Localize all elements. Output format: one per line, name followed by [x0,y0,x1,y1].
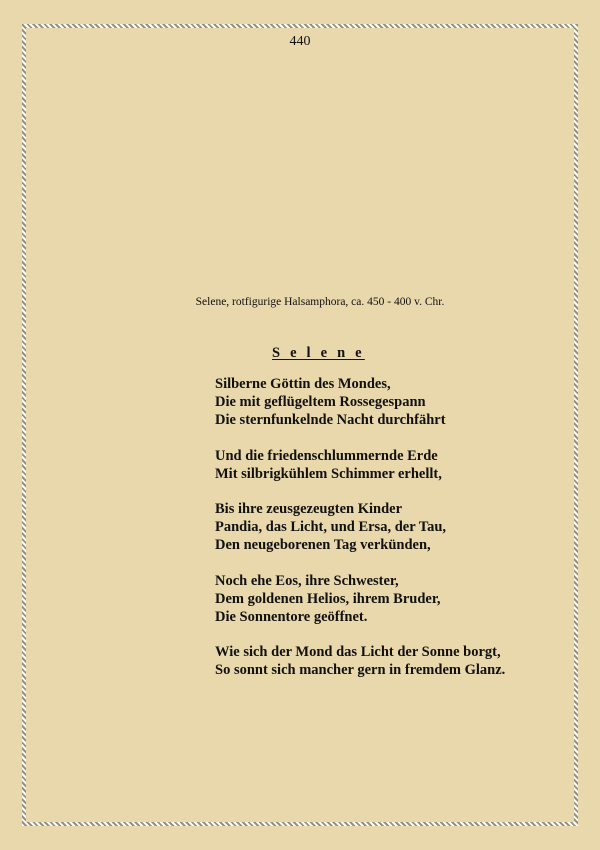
stanza [215,375,575,430]
poem-body [215,375,575,697]
stanza [215,643,575,679]
poem-line: Wie sich der Mond das Licht der Sonne borgt, [215,644,501,661]
poem-line: Den neugeborenen Tag verkünden, [215,537,431,554]
poem-line: Die Sonnentore geöffnet. [215,609,368,626]
poem-line: Die sternfunkelnde Nacht durchfährt [215,412,446,429]
image-caption: Selene, rotfigurige Halsamphora, ca. 450 - 400 v. Chr. [195,296,445,308]
poem-line: Pandia, das Licht, und Ersa, der Tau, [215,519,447,536]
poem-line: So sonnt sich mancher gern in fremdem Glanz. [215,662,506,679]
poem-line: Und die friedenschlummernde Erde [215,447,438,464]
stanza [215,572,575,627]
poem-line: Bis ihre zeusgezeugten Kinder [215,501,403,518]
stanza [215,447,575,483]
poem-line: Noch ehe Eos, ihre Schwester, [215,572,399,589]
page-number: 440 [289,34,311,49]
poem-title: S e l e n e [272,345,365,361]
poem-line: Die mit geflügeltem Rossegespann [215,394,426,411]
poem-line: Dem goldenen Helios, ihrem Bruder, [215,590,441,607]
poem-line: Silberne Göttin des Mondes, [215,376,391,392]
stanza [215,500,575,555]
poem-line: Mit silbrigkühlem Schimmer erhellt, [215,465,442,482]
